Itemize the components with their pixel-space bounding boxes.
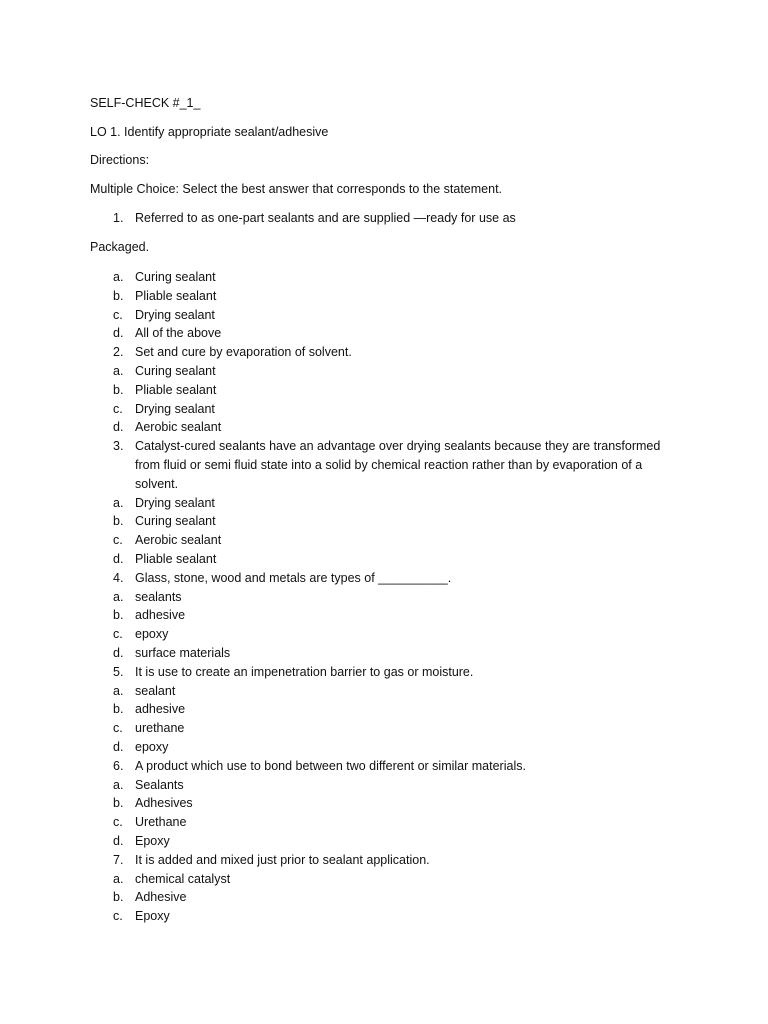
option-text: Epoxy	[135, 909, 170, 924]
question-number: 2.	[113, 345, 124, 360]
option-text: chemical catalyst	[135, 871, 231, 886]
option-letter: a.	[113, 495, 124, 510]
option-text: Curing sealant	[135, 514, 216, 529]
answer-option	[113, 738, 168, 757]
option-letter: c.	[113, 533, 123, 548]
answer-option	[113, 268, 216, 287]
option-text: Urethane	[135, 815, 187, 830]
option-text: Adhesives	[135, 796, 193, 811]
learning-outcome: LO 1. Identify appropriate sealant/adhesive	[90, 125, 329, 139]
question-item	[113, 343, 352, 362]
option-text: Sealants	[135, 777, 184, 792]
directions-label: Directions:	[90, 153, 150, 167]
option-letter: b.	[113, 288, 124, 303]
option-text: Aerobic sealant	[135, 420, 222, 435]
question-text: Glass, stone, wood and metals are types of __________.	[135, 570, 452, 585]
option-text: Pliable sealant	[135, 288, 217, 303]
option-letter: a.	[113, 270, 124, 284]
option-letter: a.	[113, 777, 124, 792]
question-number: 7.	[113, 852, 124, 867]
answer-option	[113, 550, 216, 569]
answer-option	[113, 606, 185, 625]
question-item	[113, 851, 430, 870]
option-letter: c.	[113, 721, 123, 736]
question-number: 4.	[113, 570, 124, 585]
option-letter: b.	[113, 890, 124, 905]
answer-option	[113, 588, 182, 607]
self-check-title: SELF-CHECK #_1_	[90, 96, 201, 110]
option-letter: c.	[113, 307, 123, 322]
answer-option	[113, 870, 230, 889]
question-text: Referred to as one-part sealants and are supplied —ready for use as	[135, 211, 516, 225]
question-text-continuation: from fluid or semi fluid state into a solid by chemical reaction rather than by evaporation of a	[135, 458, 643, 472]
question-1	[113, 209, 516, 228]
option-text: Aerobic sealant	[135, 533, 222, 548]
option-text: urethane	[135, 721, 185, 736]
option-text: All of the above	[135, 326, 222, 341]
option-letter: d.	[113, 740, 124, 754]
answer-option	[113, 832, 170, 851]
option-letter: d.	[113, 420, 124, 435]
option-letter: b.	[113, 608, 124, 623]
option-text: Drying sealant	[135, 495, 215, 510]
answer-option	[113, 813, 186, 832]
option-letter: d.	[113, 834, 124, 848]
option-text: Curing sealant	[135, 364, 216, 378]
answer-option	[113, 907, 170, 926]
question-1-continuation: Packaged.	[90, 240, 150, 254]
option-letter: a.	[113, 364, 124, 378]
answer-option	[113, 381, 216, 400]
option-letter: b.	[113, 514, 124, 529]
option-letter: c.	[113, 401, 123, 416]
option-letter: a.	[113, 589, 124, 604]
option-letter: d.	[113, 646, 124, 660]
option-text: epoxy	[135, 740, 169, 754]
answer-option	[113, 794, 193, 813]
question-text: Set and cure by evaporation of solvent.	[135, 345, 352, 360]
option-letter: b.	[113, 702, 124, 717]
answer-option	[113, 494, 215, 513]
option-letter: d.	[113, 326, 124, 341]
option-text: Drying sealant	[135, 307, 215, 322]
question-item	[113, 757, 526, 776]
question-text: A product which use to bond between two different or similar materials.	[135, 758, 526, 773]
answer-option	[113, 625, 168, 644]
question-item	[113, 663, 473, 682]
option-letter: c.	[113, 909, 123, 924]
question-item	[113, 437, 660, 456]
option-text: Pliable sealant	[135, 382, 217, 397]
answer-option	[113, 644, 230, 663]
option-text: adhesive	[135, 702, 186, 717]
option-text: Epoxy	[135, 834, 170, 848]
question-item	[113, 569, 451, 588]
answer-option	[113, 719, 184, 738]
option-text: adhesive	[135, 608, 186, 623]
option-letter: b.	[113, 382, 124, 397]
question-text-continuation: solvent.	[135, 476, 179, 491]
option-letter: c.	[113, 815, 123, 830]
instructions-text: Multiple Choice: Select the best answer that corresponds to the statement.	[90, 182, 503, 196]
option-text: epoxy	[135, 627, 169, 642]
question-text: Catalyst-cured sealants have an advantage over drying sealants because they are transformed	[135, 439, 661, 454]
question-text: It is added and mixed just prior to sealant application.	[135, 852, 430, 867]
option-text: sealant	[135, 683, 176, 698]
option-text: surface materials	[135, 646, 231, 660]
option-text: Pliable sealant	[135, 552, 217, 566]
option-letter: c.	[113, 627, 123, 642]
option-letter: a.	[113, 871, 124, 886]
question-number: 3.	[113, 439, 124, 454]
answer-option	[113, 362, 216, 381]
answer-option	[113, 306, 215, 325]
option-text: Curing sealant	[135, 270, 216, 284]
answer-option	[113, 888, 186, 907]
question-number: 5.	[113, 664, 124, 679]
option-text: Drying sealant	[135, 401, 215, 416]
option-letter: a.	[113, 683, 124, 698]
answer-option	[113, 776, 184, 795]
option-text: Adhesive	[135, 890, 187, 905]
answer-option	[113, 287, 216, 306]
answer-option	[113, 682, 175, 701]
option-text: sealants	[135, 589, 182, 604]
answer-option	[113, 700, 185, 719]
option-letter: b.	[113, 796, 124, 811]
answer-option	[113, 531, 221, 550]
answer-option	[113, 400, 215, 419]
answer-option	[113, 418, 221, 437]
answer-option	[113, 512, 216, 531]
answer-option	[113, 324, 221, 343]
option-letter: d.	[113, 552, 124, 566]
question-number: 1.	[113, 211, 124, 225]
question-text: It is use to create an impenetration barrier to gas or moisture.	[135, 664, 474, 679]
question-number: 6.	[113, 758, 124, 773]
